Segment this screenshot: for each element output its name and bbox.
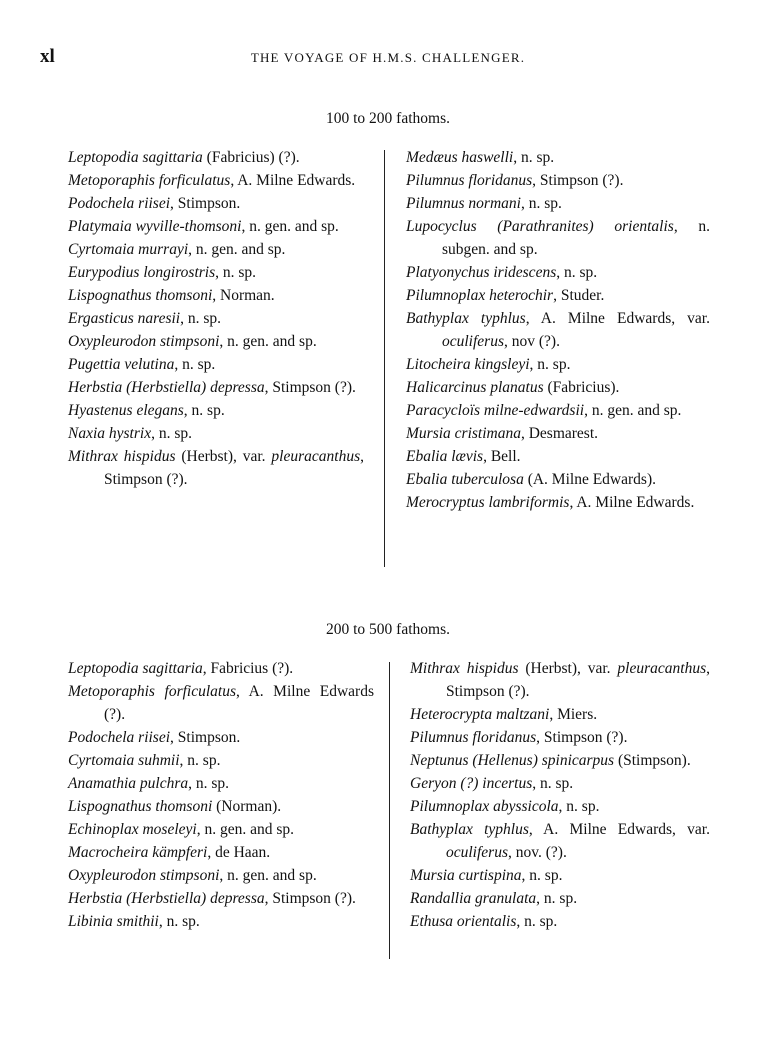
species-authority: , n. gen. and sp. — [241, 218, 339, 235]
species-entry — [68, 284, 364, 307]
species-name: Randallia granulata — [410, 890, 537, 907]
species-entry — [406, 215, 710, 261]
species-authority: , n. sp. — [179, 752, 221, 769]
species-authority: , A. Milne Edwards, var. — [528, 821, 710, 838]
species-entry — [68, 330, 364, 353]
species-entry — [68, 192, 364, 215]
species-name: Anamathia pulchra — [68, 775, 189, 792]
species-authority: (Fabricius) (?). — [202, 149, 300, 166]
species-list-200-500-left — [68, 657, 374, 933]
species-entry — [68, 238, 364, 261]
species-authority: , n. sp. — [532, 775, 574, 792]
species-name: Naxia hystrix — [68, 425, 152, 442]
species-entry — [68, 169, 364, 192]
species-name: Halicarcinus planatus — [406, 379, 544, 396]
species-name: Lupocyclus (Parathranites) orientalis — [406, 218, 674, 235]
species-entry — [406, 284, 710, 307]
species-entry — [68, 864, 374, 887]
species-entry — [406, 169, 710, 192]
species-name: Platyonychus iridescens — [406, 264, 557, 281]
species-entry — [68, 307, 364, 330]
species-authority: , de Haan. — [207, 844, 271, 861]
species-authority: , Desmarest. — [520, 425, 599, 442]
species-name: Merocryptus lambriformis — [406, 494, 570, 511]
species-entry — [410, 887, 710, 910]
species-authority: , n. sp. — [183, 402, 225, 419]
species-entry — [406, 307, 710, 353]
species-authority: , n. sp. — [215, 264, 257, 281]
species-authority: , n. sp. — [188, 775, 230, 792]
page-number: xl — [40, 46, 55, 67]
species-entry — [406, 422, 710, 445]
species-name: Oxypleurodon stimpsoni — [68, 867, 220, 884]
species-name: Lispognathus thomsoni — [68, 798, 213, 815]
species-name: Pugettia velutina — [68, 356, 175, 373]
species-entry — [68, 749, 374, 772]
species-entry — [406, 376, 710, 399]
species-authority: (Stimpson). — [614, 752, 691, 769]
species-name: Lispognathus thomsoni — [68, 287, 213, 304]
species-entry — [68, 215, 364, 238]
running-title: THE VOYAGE OF H.M.S. CHALLENGER. — [250, 50, 526, 65]
species-authority: , Bell. — [483, 448, 521, 465]
species-name: Echinoplax moseleyi — [68, 821, 197, 838]
species-entry — [68, 726, 374, 749]
species-authority: , Stimpson (?). — [532, 172, 624, 189]
species-entry — [68, 910, 374, 933]
species-entry — [68, 772, 374, 795]
species-name: Mithrax hispidus — [68, 448, 176, 465]
species-entry — [410, 703, 710, 726]
species-authority: , n. gen. and sp. — [219, 333, 317, 350]
species-name: Pilumnus normani — [406, 195, 521, 212]
species-authority: , A. Milne Edwards (?). — [104, 683, 374, 723]
species-authority: , n. gen. and sp. — [219, 867, 317, 884]
species-name: Bathyplax typhlus — [406, 310, 526, 327]
species-entry — [406, 261, 710, 284]
species-entry — [410, 818, 710, 864]
species-authority: , Studer. — [553, 287, 605, 304]
species-authority: (Herbst), var. — [518, 660, 618, 677]
species-entry — [410, 749, 710, 772]
species-authority: , Stimpson. — [170, 195, 241, 212]
species-name: Leptopodia sagittaria — [68, 149, 203, 166]
species-name: Mithrax hispidus — [410, 660, 519, 677]
species-name: Cyrtomaia murrayi — [68, 241, 189, 258]
species-authority: (Fabricius). — [543, 379, 620, 396]
species-name: Paracycloïs milne-edwardsii — [406, 402, 585, 419]
species-authority: , Norman. — [212, 287, 275, 304]
species-list-100-200-right — [406, 146, 710, 514]
species-authority: , n. subgen. and sp. — [442, 218, 711, 258]
column-divider — [389, 662, 390, 959]
species-name: Ethusa orientalis — [410, 913, 517, 930]
species-authority: , n. sp. — [529, 356, 571, 373]
species-name: Ebalia tuberculosa — [406, 471, 524, 488]
species-name: oculiferus — [442, 333, 504, 350]
section-heading-200-500: 200 to 500 fathoms. — [326, 621, 450, 638]
species-authority: , n. sp. — [151, 425, 193, 442]
species-authority: , Miers. — [549, 706, 598, 723]
species-name: Medæus haswelli — [406, 149, 514, 166]
species-name: Platymaia wyville-thomsoni — [68, 218, 242, 235]
species-authority: , n. gen. and sp. — [188, 241, 286, 258]
species-authority: , n. sp. — [520, 195, 562, 212]
species-authority: , Stimpson (?). — [264, 379, 356, 396]
species-authority: , n. sp. — [174, 356, 216, 373]
species-authority: , A. Milne Edwards. — [569, 494, 695, 511]
species-authority: , n. sp. — [536, 890, 578, 907]
species-entry — [68, 680, 374, 726]
species-entry — [68, 795, 374, 818]
species-authority: (Norman). — [212, 798, 282, 815]
species-authority: , n. sp. — [513, 149, 555, 166]
species-entry — [410, 910, 710, 933]
species-entry — [68, 887, 374, 910]
species-authority: , n. sp. — [556, 264, 598, 281]
species-name: Neptunus (Hellenus) spinicarpus — [410, 752, 615, 769]
species-entry — [406, 146, 710, 169]
species-authority: , n. sp. — [516, 913, 558, 930]
species-authority: , Stimpson (?). — [264, 890, 356, 907]
species-authority: , n. gen. and sp. — [584, 402, 682, 419]
species-name: Pilumnoplax heterochir — [406, 287, 554, 304]
species-name: pleuracanthus — [617, 660, 707, 677]
section-heading-100-200: 100 to 200 fathoms. — [326, 110, 450, 127]
species-entry — [68, 422, 364, 445]
species-authority: , n. sp. — [558, 798, 600, 815]
species-entry — [410, 657, 710, 703]
species-entry — [68, 376, 364, 399]
species-name: Geryon (?) incertus — [410, 775, 533, 792]
species-name: Pilumnoplax abyssicola — [410, 798, 559, 815]
species-name: Libinia smithii — [68, 913, 159, 930]
species-authority: , Fabricius (?). — [202, 660, 294, 677]
species-entry — [68, 818, 374, 841]
species-authority: (A. Milne Edwards). — [523, 471, 656, 488]
species-name: Ebalia lævis — [406, 448, 484, 465]
species-authority: , n. sp. — [521, 867, 563, 884]
species-authority: , Stimpson (?). — [104, 448, 364, 488]
species-entry — [410, 864, 710, 887]
species-name: Bathyplax typhlus — [410, 821, 529, 838]
species-name: Herbstia (Herbstiella) depressa — [68, 890, 265, 907]
species-authority: (Herbst), var. — [175, 448, 272, 465]
species-authority: , nov (?). — [504, 333, 560, 350]
species-entry — [406, 192, 710, 215]
species-authority: , n. sp. — [158, 913, 200, 930]
species-name: Litocheira kingsleyi — [406, 356, 530, 373]
column-divider — [384, 150, 385, 567]
species-entry — [68, 841, 374, 864]
species-authority: , n. sp. — [180, 310, 222, 327]
species-name: Hyastenus elegans — [68, 402, 184, 419]
species-authority: , Stimpson (?). — [446, 660, 710, 700]
species-name: Ergasticus naresii — [68, 310, 181, 327]
species-authority: , A. Milne Edwards, var. — [525, 310, 710, 327]
species-entry — [406, 468, 710, 491]
page-header — [0, 46, 776, 70]
species-entry — [68, 399, 364, 422]
species-name: Cyrtomaia suhmii — [68, 752, 180, 769]
species-name: Herbstia (Herbstiella) depressa — [68, 379, 265, 396]
species-name: Macrocheira kämpferi — [68, 844, 208, 861]
species-name: Oxypleurodon stimpsoni — [68, 333, 220, 350]
species-entry — [406, 399, 710, 422]
species-name: Mursia curtispina — [410, 867, 522, 884]
species-entry — [68, 353, 364, 376]
species-name: pleuracanthus — [271, 448, 361, 465]
species-entry — [410, 726, 710, 749]
species-entry — [68, 261, 364, 284]
species-list-100-200-left — [68, 146, 364, 491]
species-name: Metoporaphis forficulatus — [68, 683, 236, 700]
species-authority: , A. Milne Edwards. — [230, 172, 356, 189]
species-name: oculiferus — [446, 844, 508, 861]
species-entry — [406, 445, 710, 468]
species-authority: , Stimpson. — [170, 729, 241, 746]
species-entry — [406, 353, 710, 376]
species-name: Mursia cristimana — [406, 425, 521, 442]
species-name: Pilumnus floridanus — [410, 729, 537, 746]
species-entry — [406, 491, 710, 514]
species-entry — [410, 795, 710, 818]
species-name: Podochela riisei — [68, 729, 171, 746]
species-authority: , nov. (?). — [508, 844, 567, 861]
species-list-200-500-right — [410, 657, 710, 933]
species-name: Leptopodia sagittaria — [68, 660, 203, 677]
species-authority: , n. gen. and sp. — [196, 821, 294, 838]
species-entry — [68, 445, 364, 491]
species-name: Podochela riisei — [68, 195, 171, 212]
species-entry — [68, 146, 364, 169]
species-name: Pilumnus floridanus — [406, 172, 533, 189]
species-authority: , Stimpson (?). — [536, 729, 628, 746]
species-entry — [68, 657, 374, 680]
species-entry — [410, 772, 710, 795]
species-name: Eurypodius longirostris — [68, 264, 216, 281]
species-name: Heterocrypta maltzani — [410, 706, 550, 723]
species-name: Metoporaphis forficulatus — [68, 172, 231, 189]
